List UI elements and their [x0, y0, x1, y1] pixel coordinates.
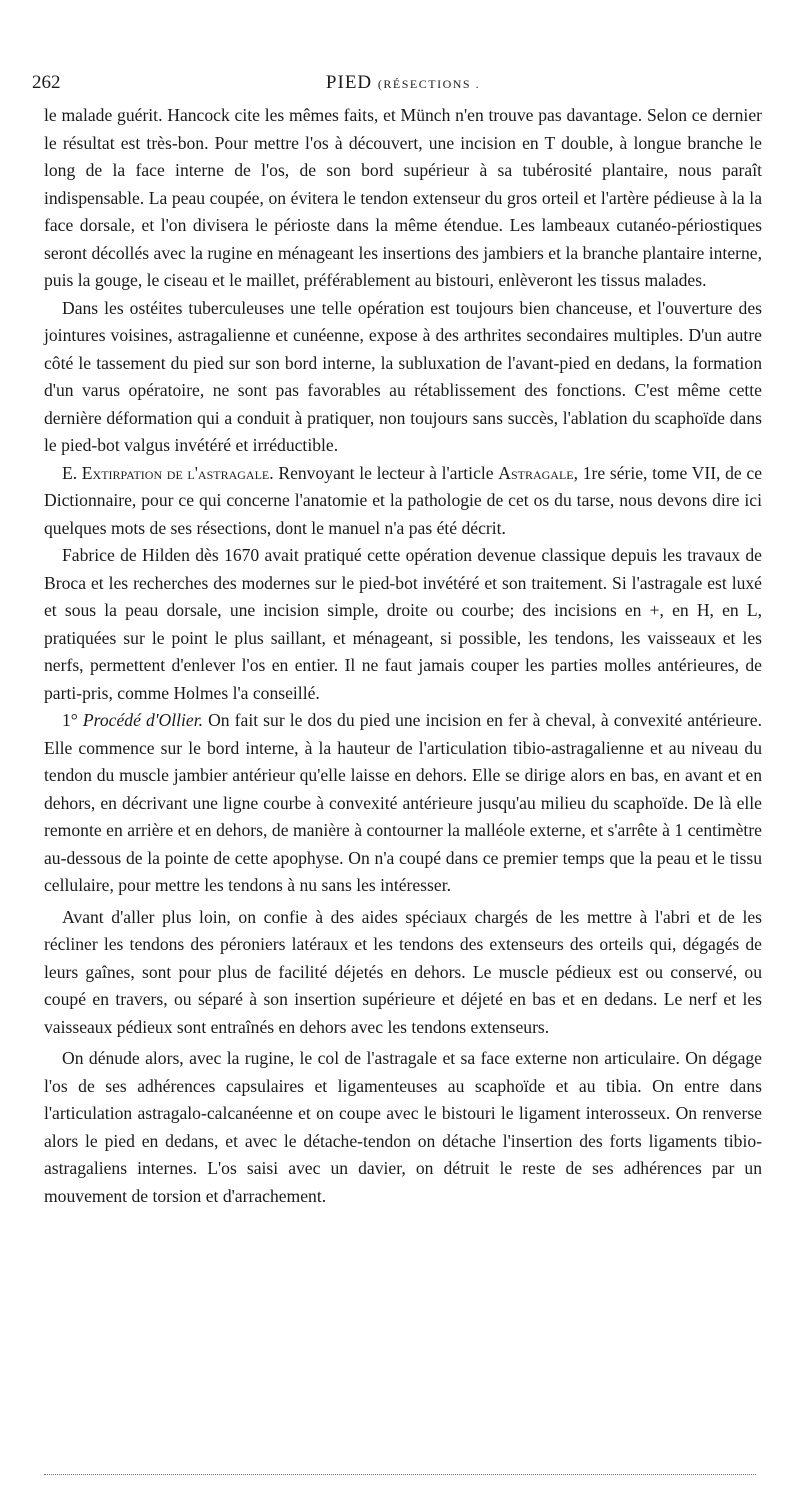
footer-dotted-rule — [44, 1474, 756, 1475]
paragraph-3-part-a: Renvoyant le lecteur à l'article — [278, 462, 494, 483]
procedure-number: 1° — [62, 710, 78, 730]
running-head — [32, 72, 762, 102]
paragraph-5 — [44, 707, 762, 900]
paragraph-5-body: On fait sur le dos du pied une incision en fer à cheval, à convexité antérieure. Elle commence sur le bord interne, à la hauteur de l'articulation tibio-astragalienne et au niveau du tendon du muscle jambier antérieur qu'elle laisse en dehors. Elle se dirige alors en bas, en avant et en dehors, en décrivant une ligne courbe à convexité antérieure jusqu'au milieu du scaphoïde. De là elle remonte en arrière et en dehors, de manière à contourner la malléole externe, et s'arrête à 1 centimètre au-dessous de la pointe de cette apophyse. On n'a coupé dans ce premier temps que la peau et le tissu cellulaire, pour mettre les tendons à nu sans les intéresser. — [44, 710, 762, 895]
page-number: 262 — [32, 72, 61, 93]
procedure-heading: Procédé d'Ollier. — [82, 710, 203, 730]
paragraph-7: On dénude alors, avec la rugine, le col de l'astragale et sa face externe non articulaire. On dégage l'os de ses adhérences capsulaires et ligamenteuses au scaphoïde et au tibia. On entre dans l'articulation astragalo-calcanéenne et on coupe avec le bistouri le ligament interosseux. On renverse alors le pied en dedans, et avec le détache-tendon on détache l'insertion des forts ligaments tibio-astragaliens internes. L'os saisi avec un davier, on détruit le reste de ses adhérences par un mouvement de torsion et d'arrachement. — [44, 1048, 762, 1206]
running-title-main: PIED — [325, 72, 373, 93]
paragraph-6: Avant d'aller plus loin, on confie à des aides spéciaux chargés de les mettre à l'abri et de les récliner les tendons des péroniers latéraux et les tendons des extenseurs des orteils qui, dégagés de leurs gaînes, sont pour plus de facilité déjetés en dehors. Le muscle pédieux est ou conservé, ou coupé en travers, ou séparé à son insertion supérieure et déjeté en bas et en dedans. Le nerf et les vaisseaux pédieux sont entraînés en dehors avec les tendons extenseurs. — [44, 906, 762, 1037]
paragraph-4: Fabrice de Hilden dès 1670 avait pratiqué cette opération devenue classique depuis les travaux de Broca et les recherches des modernes sur le pied-bot invétéré et son traitement. Si l'astragale est luxé et sous la peau dorsale, une incision simple, droite ou courbe; des incisions en +, en H, en L, pratiquées sur le point le plus saillant, et ménageant, si possible, les tendons, les vaisseaux et les nerfs, permettent d'enlever l'os en entier. Il ne faut jamais couper les parties molles antérieures, de parti-pris, comme Holmes l'a conseillé. — [44, 545, 762, 703]
running-title-sub: (RÉSECTIONS . — [377, 77, 481, 91]
article-reference: Astragale, — [498, 462, 579, 483]
running-title — [44, 72, 762, 94]
paragraph-1: le malade guérit. Hancock cite les mêmes faits, et Münch n'en trouve pas davantage. Selon ce dernier le résultat est très-bon. Pour mettre l'os à découvert, une incision en T double, à longue branche le long de la face interne de l'os, de son bord supérieur à sa tubérosité plantaire, nous paraît indispensable. La peau coupée, on évitera le tendon extenseur du gros orteil et l'artère pédieuse à la la face dorsale, et l'on divisera le périoste dans la même étendue. Les lambeaux cutanéo-périostiques seront décollés avec la rugine en ménageant les insertions des jambiers et la branche plantaire interne, puis la gouge, le ciseau et le maillet, préférablement au bistouri, enlèveront les tissus malades. — [44, 105, 762, 290]
paragraph-3-part-b: 1re série, tome VII, de ce Dictionnaire, pour ce qui concerne l'anatomie et la pathologie de cet os du tarse, nous devons dire ici quelques mots de ses résections, dont le manuel n'a pas été décrit. — [44, 462, 762, 538]
section-heading-astragale: E. Extirpation de l'astragale. — [62, 462, 274, 483]
body-text — [44, 102, 762, 1210]
paragraph-2: Dans les ostéites tuberculeuses une telle opération est toujours bien chanceuse, et l'ouverture des jointures voisines, astragalienne et cunéenne, expose à des arthrites secondaires multiples. D'un autre côté le tassement du pied sur son bord interne, la subluxation de l'avant-pied en dedans, la formation d'un varus opératoire, ne sont pas favorables au rétablissement des fonctions. C'est même cette dernière déformation qui a conduit à pratiquer, non toujours sans succès, l'ablation du scaphoïde dans le pied-bot valgus invétéré et irréductible. — [44, 297, 762, 455]
paragraph-3 — [44, 460, 762, 543]
